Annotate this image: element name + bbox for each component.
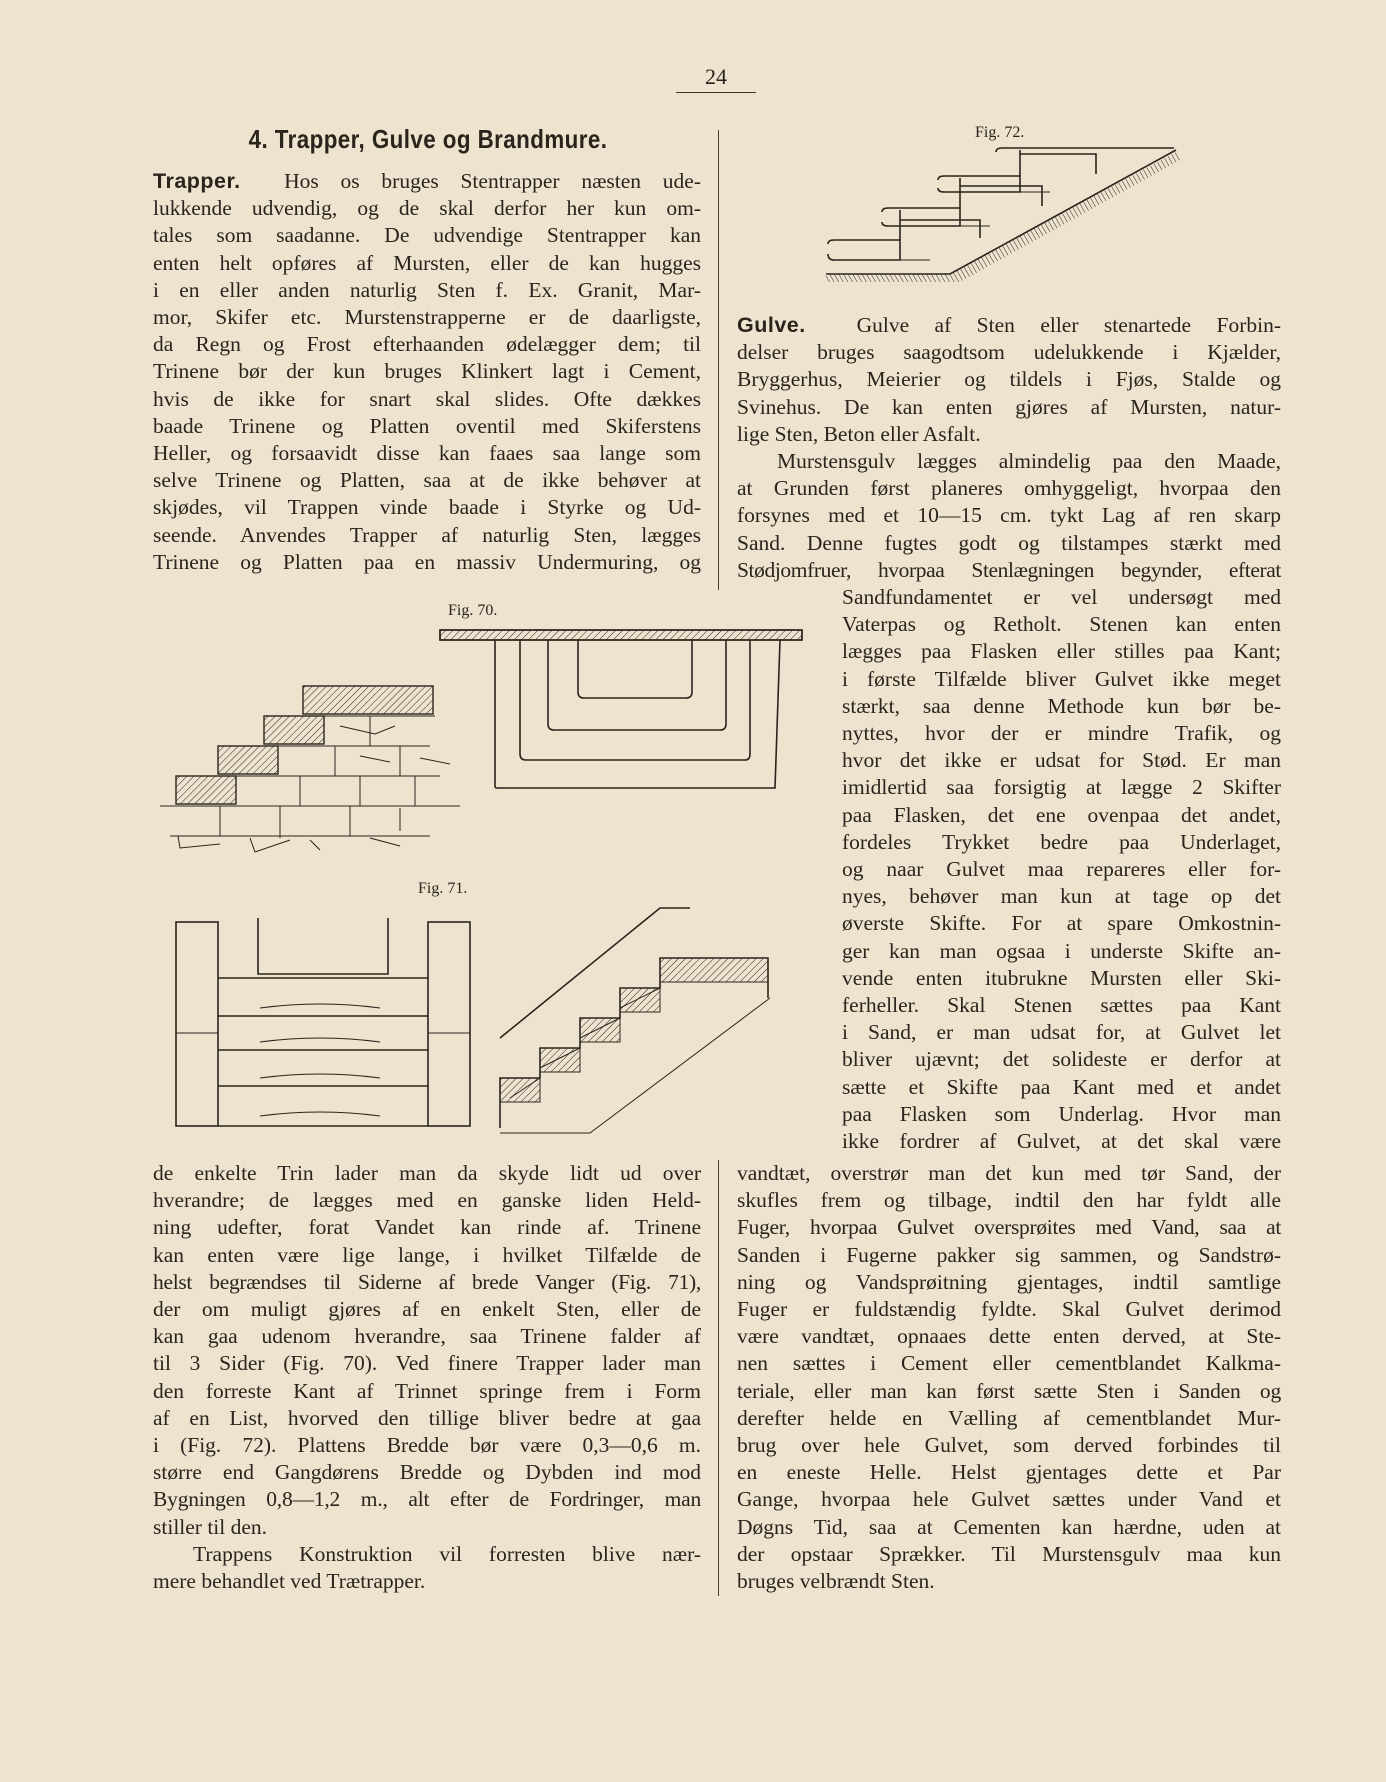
text-line: Sandfundamentet er vel undersøgt med <box>842 585 1281 609</box>
text-line: lukkende udvendig, og de skal derfor her kun om- <box>153 196 701 221</box>
text-line: i (Fig. 72). Plattens Bredde bør være 0,3—0,6 m. <box>153 1433 701 1458</box>
text-line: at Grunden først planeres omhyggeligt, hvorpaa den <box>737 476 1281 501</box>
text-line: Bryggerhus, Meierier og tildels i Fjøs, Stalde og <box>737 367 1281 392</box>
figure-71-drawing <box>170 908 810 1138</box>
text-line: øverste Skifte. For at spare Omkostnin- <box>842 911 1281 936</box>
text-line: Trapper. Hos os bruges Stentrapper næsten ude- <box>153 169 702 193</box>
right-column-bottom <box>737 1160 1281 1595</box>
text-line: imidlertid saa forsigtig at lægge 2 Skifter <box>842 775 1281 800</box>
figure-caption-71: Fig. 71. <box>418 880 468 897</box>
text-line: brug over hele Gulvet, som derved forbindes til <box>737 1433 1281 1458</box>
text-line: Trinene bør der kun bruges Klinkert lagt i Cement, <box>153 359 701 384</box>
text-line: af en List, hvorved den tillige bliver bedre at gaa <box>153 1405 701 1430</box>
text-line: der om muligt gjøres af en enkelt Sten, eller de <box>153 1297 701 1322</box>
text-line: Bygningen 0,8—1,2 m., alt efter de Fordringer, man <box>153 1487 701 1512</box>
figure-caption-70: Fig. 70. <box>448 602 498 619</box>
text-line: derefter helde en Vælling af cementblandet Mur- <box>737 1405 1281 1430</box>
text-line: kan gaa udenom hverandre, saa Trinene falder af <box>153 1324 701 1349</box>
right-column-top <box>737 312 1281 584</box>
text-line: enten helt opføres af Mursten, eller de kan hugges <box>153 250 701 275</box>
text-line: Fuger, hvorpaa Gulvet oversprøites med Vand, saa at <box>737 1215 1281 1240</box>
text-line: Sand. Denne fugtes godt og tilstampes stærkt med <box>737 530 1281 555</box>
text-line: de enkelte Trin lader man da skyde lidt ud over <box>153 1161 701 1185</box>
text-line: ikke fordrer af Gulvet, at det skal være <box>842 1129 1281 1154</box>
text-line: til 3 Sider (Fig. 70). Ved finere Trapper lader man <box>153 1351 701 1376</box>
run-in-heading: Trapper. <box>153 169 241 193</box>
text-line: hvor det ikke er udsat for Stød. Er man <box>842 748 1281 773</box>
text-line: baade Trinene og Platten oventil med Skiferstens <box>153 413 701 438</box>
text-line: bliver ujævnt; det solideste er derfor at <box>842 1047 1281 1072</box>
text-line: kan enten være lige lange, i hvilket Tilfælde de <box>153 1242 701 1267</box>
text-line: mor, Skifer etc. Murstenstrapperne er de daarligste, <box>153 305 701 330</box>
text-line: i Sand, er man udsat for, at Gulvet let <box>842 1020 1281 1045</box>
text-line: sætte et Skifte paa Kant med et andet <box>842 1074 1281 1099</box>
text-line: stiller til den. <box>153 1514 268 1539</box>
column-divider <box>718 130 719 590</box>
text-line: Gange, hvorpaa hele Gulvet sættes under Vand et <box>737 1487 1281 1512</box>
figure-caption-72: Fig. 72. <box>975 124 1025 141</box>
right-column-narrow <box>842 584 1281 1155</box>
figure-70-drawing <box>160 626 800 866</box>
text-line: Stødjomfruer, hvorpaa Stenlægningen begynder, efterat <box>737 557 1281 582</box>
text-line: ning og Vandsprøitning gjentages, indtil samtlige <box>737 1269 1281 1294</box>
text-line: hverandre; de lægges med en ganske liden Held- <box>153 1188 701 1213</box>
text-line: ning udefter, forat Vandet kan rinde af. Trinene <box>153 1215 701 1240</box>
column-divider-lower <box>718 1160 719 1596</box>
text-line: den forreste Kant af Trinnet springe frem i Form <box>153 1378 701 1403</box>
text-line: være vandtæt, opnaaes dette enten derved, at Ste- <box>737 1324 1281 1349</box>
text-line: teriale, eller man kan først sætte Sten i Sanden og <box>737 1378 1281 1403</box>
text-line: nen sættes i Cement eller cementblandet Kalkma- <box>737 1351 1281 1376</box>
text-line: forsynes med et 10—15 cm. tykt Lag af ren skarp <box>737 503 1281 528</box>
text-line: seende. Anvendes Trapper af naturlig Sten, lægges <box>153 522 701 547</box>
page-number: 24 <box>676 64 756 93</box>
text-line: Murstensgulv lægges almindelig paa den Maade, <box>777 449 1281 474</box>
text-line: helst begrændses til Siderne af brede Vanger (Fig. 71), <box>153 1269 701 1294</box>
text-line: hvis de ikke for snart skal slides. Ofte dækkes <box>153 386 701 411</box>
text-line: fordeles Trykket bedre paa Underlaget, <box>842 829 1281 854</box>
text-line: vandtæt, overstrør man det kun med tør Sand, der <box>737 1161 1281 1185</box>
left-column-bottom <box>153 1160 701 1595</box>
text-line: nyttes, hvor der er mindre Trafik, og <box>842 721 1281 746</box>
figure-72-drawing <box>820 146 1160 286</box>
text-line: der opstaar Sprækker. Til Murstensgulv maa kun <box>737 1541 1281 1566</box>
text-line: i første Tilfælde bliver Gulvet ikke meget <box>842 666 1281 691</box>
text-line: Gulve. Gulve af Sten eller stenartede Forbin- <box>737 313 1282 337</box>
text-line: Døgns Tid, saa at Cementen kan hærdne, uden at <box>737 1514 1281 1539</box>
text-line: bruges velbrændt Sten. <box>737 1569 935 1594</box>
text-line: Heller, og forsaavidt disse kan faaes saa lange som <box>153 441 701 466</box>
text-line: mere behandlet ved Trætrapper. <box>153 1569 426 1594</box>
text-line: paa Flasken som Underlag. Hvor man <box>842 1101 1281 1126</box>
text-line: skufles frem og tilbage, indtil den har fyldt alle <box>737 1188 1281 1213</box>
text-line: da Regn og Frost efterhaanden ødelægger dem; til <box>153 332 701 357</box>
text-line: i en eller anden naturlig Sten f. Ex. Granit, Mar- <box>153 277 701 302</box>
run-in-heading: Gulve. <box>737 313 806 337</box>
text-line: Vaterpas og Retholt. Stenen kan enten <box>842 612 1281 637</box>
text-line: Svinehus. De kan enten gjøres af Mursten, natur- <box>737 394 1281 419</box>
text-line: Fuger er fuldstændig fyldte. Skal Gulvet derimod <box>737 1297 1281 1322</box>
section-heading: 4. Trapper, Gulve og Brandmure. <box>248 124 608 154</box>
text-line: ger kan man ogsaa i underste Skifte an- <box>842 938 1281 963</box>
text-line: skjødes, vil Trappen vinde baade i Styrke og Ud- <box>153 495 701 520</box>
text-line: tales som saadanne. De udvendige Stentrapper kan <box>153 223 701 248</box>
text-line: og naar Gulvet maa repareres eller for- <box>842 857 1281 882</box>
text-line: Trappens Konstruktion vil forresten blive nær- <box>193 1541 701 1566</box>
text-line: lige Sten, Beton eller Asfalt. <box>737 421 981 446</box>
text-line: stærkt, saa denne Methode kun bør be- <box>842 693 1281 718</box>
text-line: selve Trinene og Platten, saa at de ikke behøver at <box>153 468 701 493</box>
text-line: ferheller. Skal Stenen sættes paa Kant <box>842 993 1281 1018</box>
text-line: Sanden i Fugerne pakker sig sammen, og Sandstrø- <box>737 1242 1281 1267</box>
left-column-top <box>153 168 701 576</box>
text-line: lægges paa Flasken eller stilles paa Kant; <box>842 639 1281 664</box>
text-line: større end Gangdørens Bredde og Dybden ind mod <box>153 1460 701 1485</box>
text-line: vende enten itubrukne Mursten eller Ski- <box>842 965 1281 990</box>
text-line: en eneste Helle. Helst gjentages dette et Par <box>737 1460 1281 1485</box>
text-line: Trinene og Platten paa en massiv Undermuring, og <box>153 549 701 574</box>
text-line: nyes, behøver man kun at tage op det <box>842 884 1281 909</box>
text-line: delser bruges saagodtsom udelukkende i Kjælder, <box>737 340 1281 365</box>
text-line: paa Flasken, det ene ovenpaa det andet, <box>842 802 1281 827</box>
